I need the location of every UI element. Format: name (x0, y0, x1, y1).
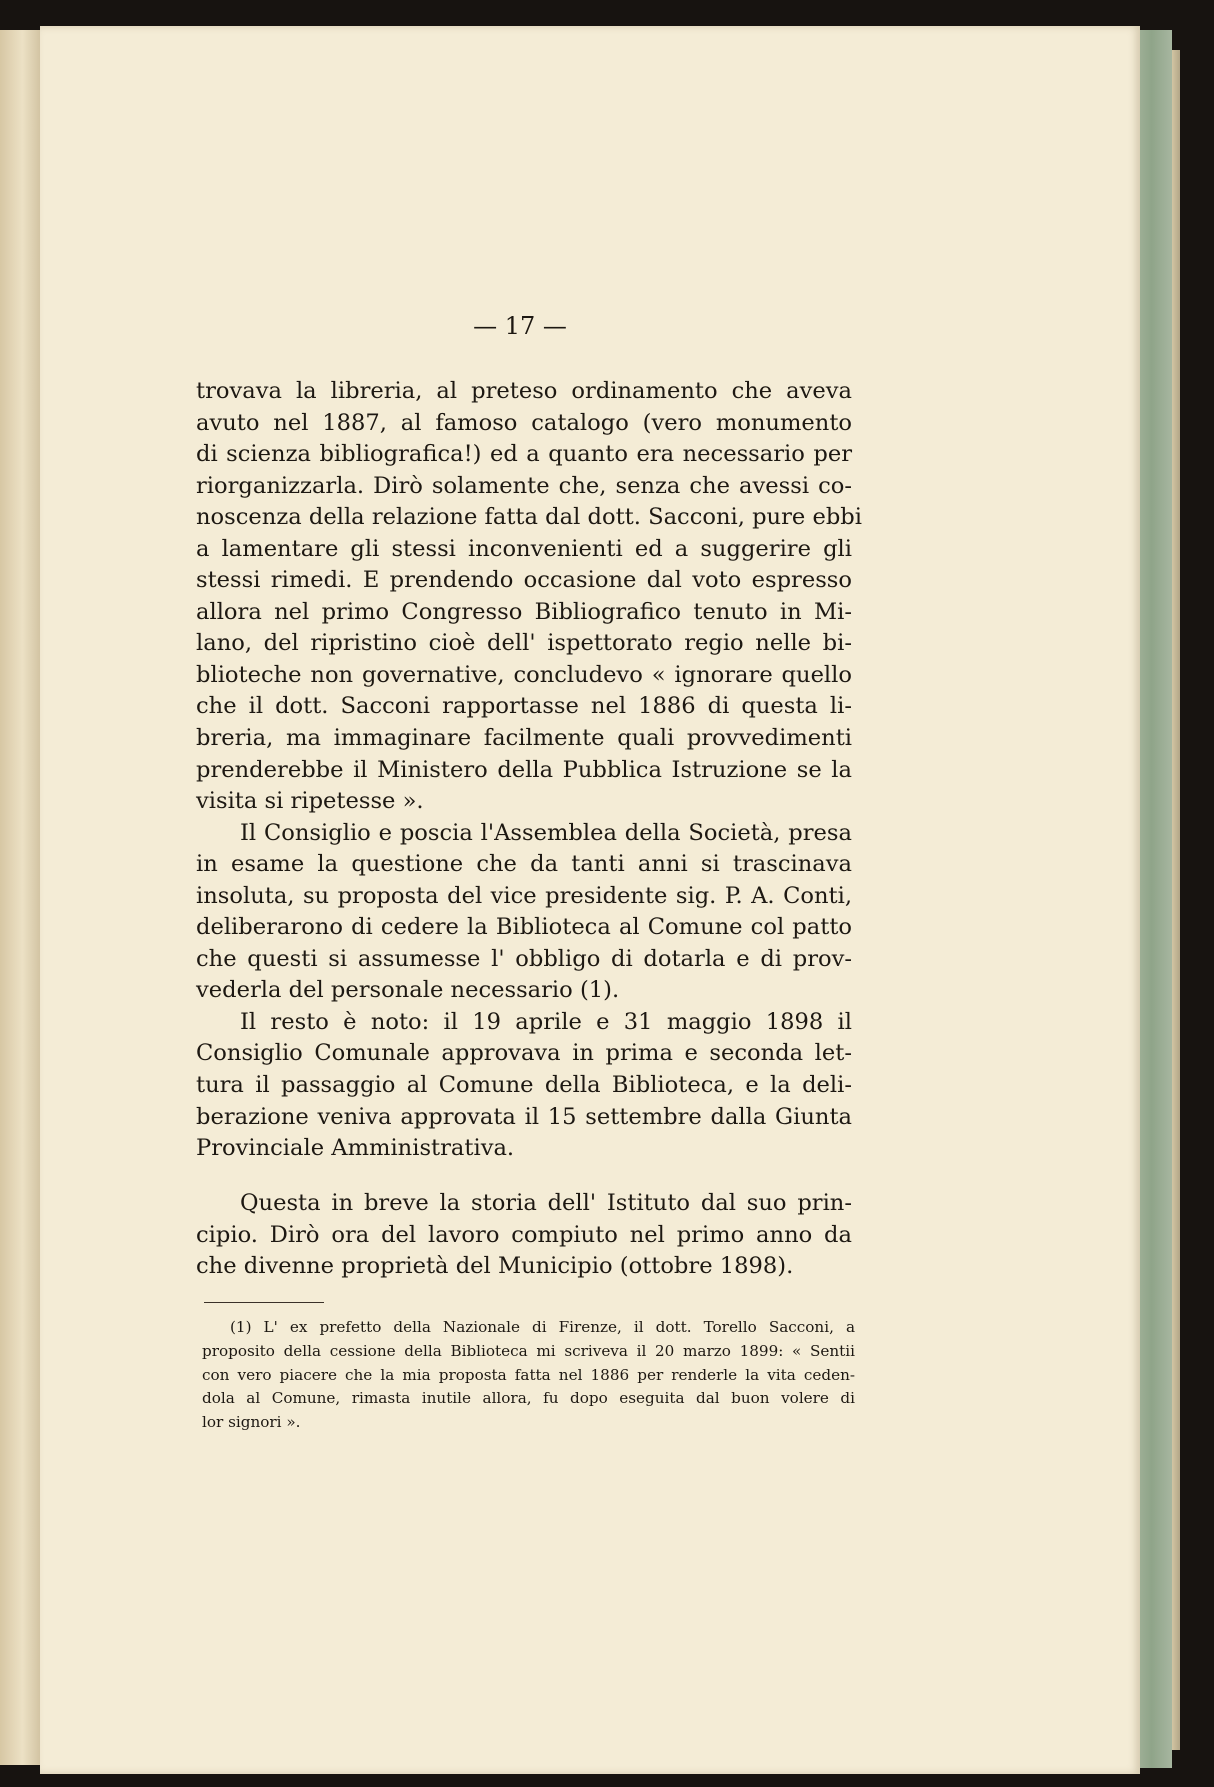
cover-edge (1138, 30, 1172, 1768)
text-line: breria, ma immaginare facilmente quali provvedimenti (196, 725, 852, 752)
paragraph-1 (196, 376, 862, 818)
main-text (196, 376, 862, 1165)
text-line: insoluta, su proposta del vice presidente sig. P. A. Conti, (196, 882, 852, 909)
footnote-line: lor signori ». (202, 1413, 301, 1432)
text-line: Il Consiglio e poscia l'Assemblea della Società, presa (240, 819, 852, 846)
footnote-line: (1) L' ex prefetto della Nazionale di Firenze, il dott. Torello Sacconi, a (230, 1318, 855, 1336)
text-line: blioteche non governative, concludevo « ignorare quello (196, 661, 852, 688)
text-line: deliberarono di cedere la Biblioteca al Comune col patto (196, 914, 852, 941)
text-line: tura il passaggio al Comune della Biblioteca, e la deli- (196, 1072, 852, 1099)
text-line: berazione veniva approvata il 15 settembre dalla Giunta (196, 1103, 852, 1130)
text-line: in esame la questione che da tanti anni si trascinava (196, 851, 852, 878)
footnote-divider (204, 1302, 324, 1303)
text-line: cipio. Dirò ora del lavoro compiuto nel primo anno da (196, 1221, 852, 1248)
text-line: che divenne proprietà del Municipio (ottobre 1898). (196, 1253, 794, 1280)
paragraph-2 (196, 818, 852, 1007)
text-line: che questi si assumesse l' obbligo di dotarla e di prov- (196, 945, 852, 972)
text-line: Il resto è noto: il 19 aprile e 31 maggio 1898 il (240, 1008, 852, 1035)
footnote-line: dola al Comune, rimasta inutile allora, fu dopo eseguita dal buon volere di (202, 1389, 855, 1408)
footnote-line: proposito della cessione della Biblioteca mi scriveva il 20 marzo 1899: « Sentii (202, 1341, 855, 1360)
text-line: stessi rimedi. E prendendo occasione dal voto espresso (196, 567, 852, 594)
text-line: avuto nel 1887, al famoso catalogo (vero monumento (196, 409, 852, 436)
text-line: Questa in breve la storia dell' Istituto dal suo prin- (240, 1190, 852, 1216)
text-line: che il dott. Sacconi rapportasse nel 1886 di questa li- (196, 693, 852, 720)
page-number: — 17 — (473, 312, 567, 340)
text-line: di scienza bibliografica!) ed a quanto era necessario per (196, 441, 852, 468)
text-line: trovava la libreria, al preteso ordinamento che aveva (196, 378, 852, 404)
footnote-line: con vero piacere che la mia proposta fatta nel 1886 per renderle la vita ceden- (202, 1365, 855, 1384)
text-line: a lamentare gli stessi inconvenienti ed a suggerire gli (196, 535, 852, 562)
text-line: Consiglio Comunale approvava in prima e seconda let- (196, 1040, 852, 1067)
text-line: noscenza della relazione fatta dal dott. Sacconi, pure ebbi (196, 504, 862, 531)
text-line: riorganizzarla. Dirò solamente che, senza che avessi co- (196, 472, 852, 499)
text-line: Provinciale Amministrativa. (196, 1135, 515, 1162)
text-line: prenderebbe il Ministero della Pubblica Istruzione se la (196, 756, 852, 783)
text-line: vederla del personale necessario (1). (196, 977, 620, 1004)
text-line: lano, del ripristino cioè dell' ispettorato regio nelle bi- (196, 630, 852, 657)
footnote (202, 1316, 855, 1435)
text-line: allora nel primo Congresso Bibliografico tenuto in Mi- (196, 598, 852, 625)
paragraph-3 (196, 1007, 852, 1165)
paragraph-4 (196, 1188, 852, 1283)
text-line: visita si ripetesse ». (196, 788, 424, 815)
